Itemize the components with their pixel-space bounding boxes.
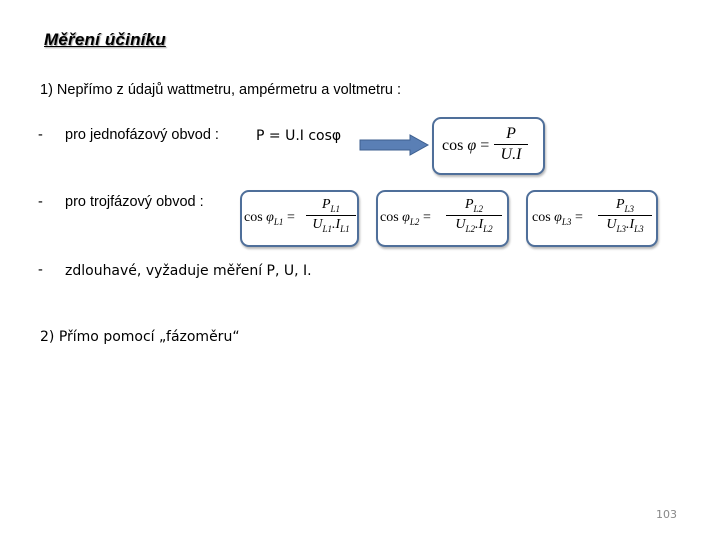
formula-box-l1 [240, 190, 359, 247]
bullet-3-text: zdlouhavé, vyžaduje měření P, U, I. [65, 263, 312, 279]
arrow-right-icon [358, 134, 430, 156]
fraction-l2: $P_{L2}$ $U_{L2}.I_{L2}$ [446, 197, 502, 234]
page-title: Měření účiníku [44, 30, 166, 49]
item-2-text: 2) Přímo pomocí „fázoměru“ [40, 329, 240, 345]
cos-phi-label: cos φ = [442, 137, 490, 154]
fraction-numerator: P [506, 125, 516, 142]
formula-box-l3 [526, 190, 658, 247]
formula-lhs [442, 137, 489, 155]
bullet-3-dash: - [38, 262, 43, 278]
bullet-1-dash: - [38, 127, 43, 143]
formula-l2-lhs: $\cos \varphi_{L2}$ = [380, 210, 431, 227]
fraction-denominator: U.I [500, 146, 522, 163]
bullet-2-text: pro trojfázový obvod : [65, 194, 204, 210]
single-phase-formula: P = U.I cosφ [256, 128, 342, 144]
formula-box-l2 [376, 190, 509, 247]
fraction-l1: $P_{L1}$ $U_{L1}.I_{L1}$ [306, 197, 356, 234]
item-1-text: 1) Nepřímo z údajů wattmetru, ampérmetru a voltmetru : [40, 82, 402, 98]
formula-l1-lhs: $\cos \varphi_{L1}$ = [244, 210, 295, 227]
page-number: 103 [656, 508, 677, 521]
formula-l3-lhs: $\cos \varphi_{L3}$ = [532, 210, 583, 227]
bullet-1-text: pro jednofázový obvod : [65, 127, 219, 143]
fraction [494, 125, 528, 164]
fraction-l3: $P_{L3}$ $U_{L3}.I_{L3}$ [598, 197, 652, 234]
bullet-2-dash: - [38, 194, 43, 210]
formula-box-single [432, 117, 545, 175]
